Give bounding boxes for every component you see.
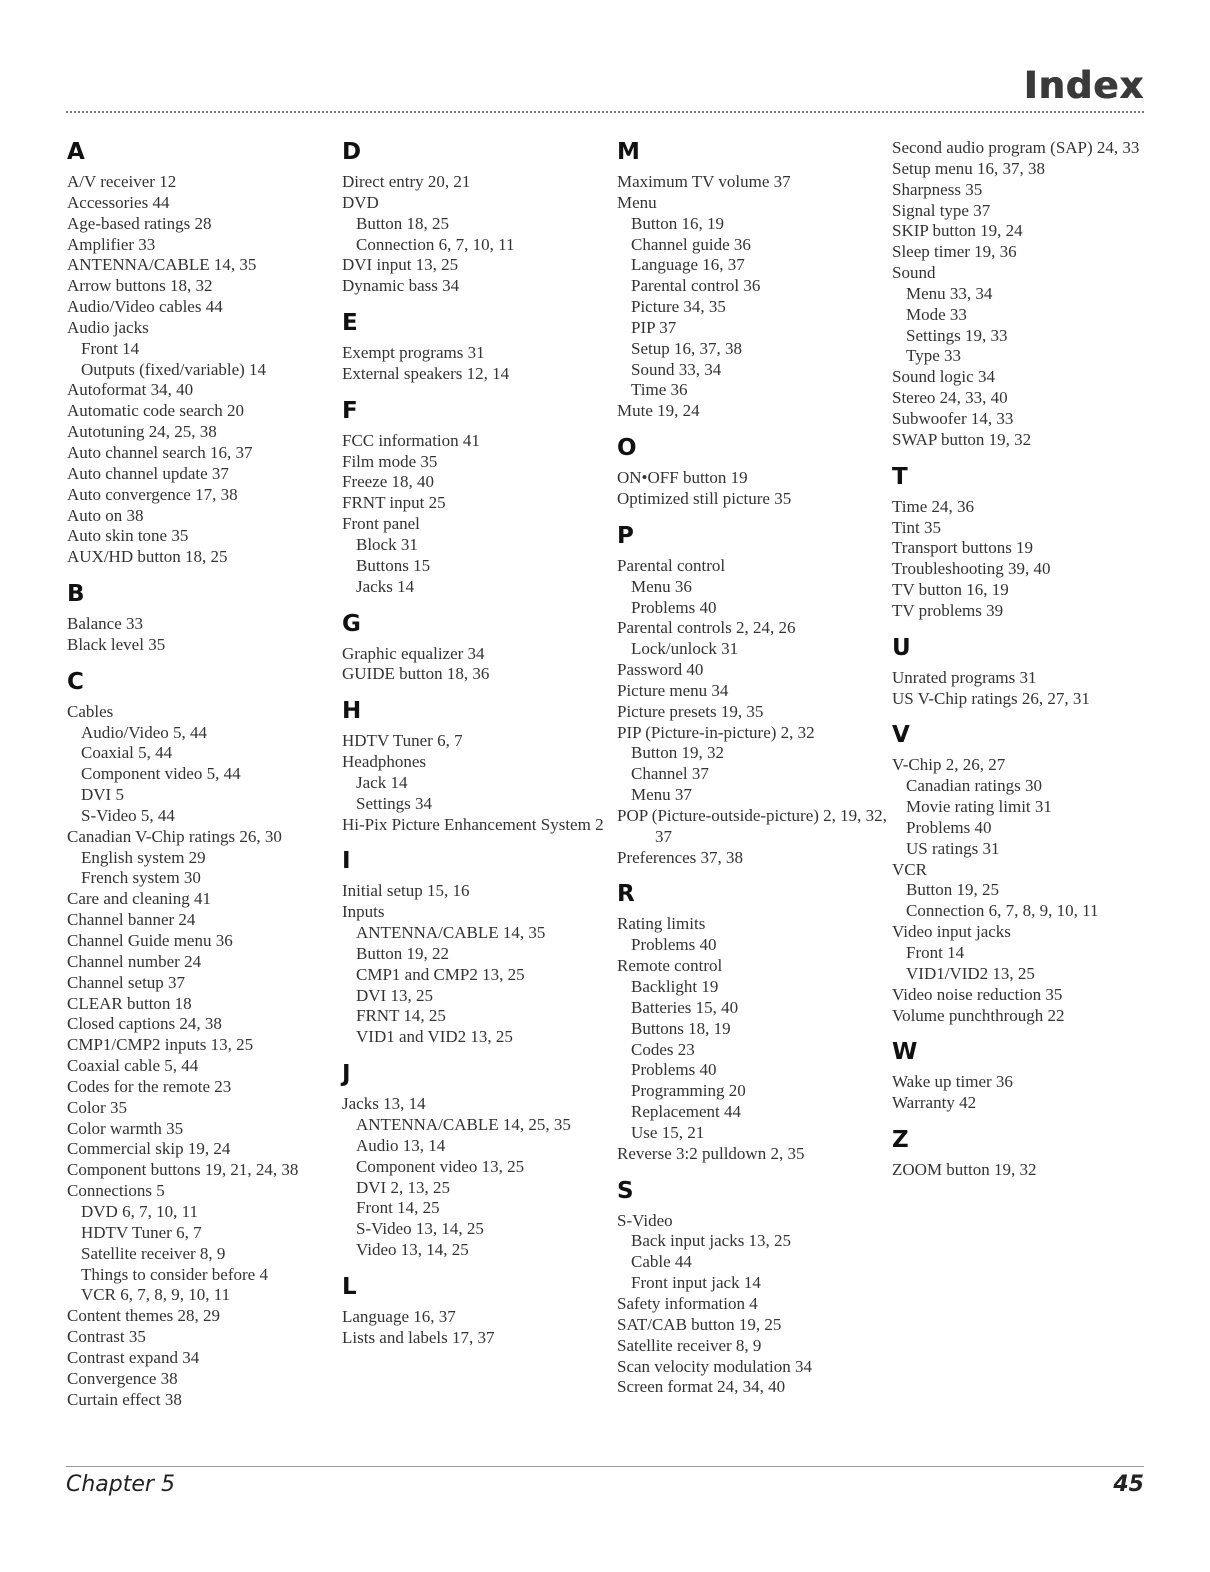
index-subentry: Front input jack 14 [631,1273,761,1293]
index-column-3 [617,138,887,1410]
index-subentry: Menu 33, 34 [906,283,993,303]
index-entry: HDTV Tuner 6, 7 [342,731,463,751]
index-entry: ZOOM button 19, 32 [892,1160,1037,1180]
index-entry: TV problems 39 [892,600,1004,620]
index-section [67,580,337,656]
index-subentry: Component video 13, 25 [356,1156,525,1176]
index-entry: Coaxial cable 5, 44 [67,1056,199,1076]
index-entry: Warranty 42 [892,1093,977,1113]
section-letter: S [617,1177,634,1204]
index-entry: Language 16, 37 [342,1306,456,1326]
index-section [892,138,1160,451]
index-entry: Freeze 18, 40 [342,472,435,492]
index-entry: Reverse 3:2 pulldown 2, 35 [617,1143,805,1163]
index-subentry: CMP1 and CMP2 13, 25 [356,964,525,984]
index-entry: Maximum TV volume 37 [617,172,791,191]
index-subentry: Connection 6, 7, 8, 9, 10, 11 [906,901,1099,921]
index-subentry: DVI 2, 13, 25 [356,1177,450,1197]
index-subentry: Parental control 36 [631,276,761,296]
index-subentry: Button 19, 25 [906,880,1000,900]
index-entry: Closed captions 24, 38 [67,1014,222,1034]
section-letter: E [342,310,358,337]
index-column-2 [342,138,612,1361]
index-subentry: Mode 33 [906,304,967,324]
index-section [617,880,887,1164]
index-entry: Tint 35 [892,517,941,537]
index-subentry: Channel guide 36 [631,234,751,254]
index-section [892,721,1160,1026]
index-subentry: Button 19, 22 [356,943,450,963]
index-entry: Auto skin tone 35 [67,526,189,546]
index-subentry: Menu 36 [631,576,692,596]
index-subentry: VCR 6, 7, 8, 9, 10, 11 [81,1285,231,1305]
index-subentry: Satellite receiver 8, 9 [81,1243,226,1263]
index-entry: Accessories 44 [67,192,170,212]
index-section [67,138,337,568]
index-subentry: FRNT 14, 25 [356,1006,446,1026]
index-section [342,610,612,686]
index-subentry: Backlight 19 [631,977,719,996]
section-letter: J [342,1061,351,1088]
index-entry: Amplifier 33 [67,234,156,254]
index-entry: Color warmth 35 [67,1118,184,1138]
index-entry: Signal type 37 [892,200,991,220]
index-entry: VCR [892,859,927,879]
index-entry: Commercial skip 19, 24 [67,1139,231,1159]
index-subentry: Jack 14 [356,772,408,792]
index-subentry: Problems 40 [631,1060,717,1080]
index-subentry: Time 36 [631,380,688,400]
section-letter: V [892,722,910,749]
index-subentry: Video 13, 14, 25 [356,1240,469,1260]
index-subentry: Programming 20 [631,1081,746,1101]
index-entry: Convergence 38 [67,1368,178,1388]
index-columns [0,138,1210,1458]
index-entry: AUX/HD button 18, 25 [67,547,228,567]
index-entry: Preferences 37, 38 [617,847,744,867]
index-entry: Parental control [617,555,726,575]
index-subentry: Problems 40 [631,935,717,955]
index-subentry: Problems 40 [631,597,717,617]
index-entry: CLEAR button 18 [67,993,192,1013]
index-entry: Canadian V-Chip ratings 26, 30 [67,826,282,846]
index-subentry: ANTENNA/CABLE 14, 35 [356,923,546,943]
section-letter: T [892,463,908,490]
index-subentry: Component video 5, 44 [81,764,241,784]
index-section [342,697,612,835]
index-subentry: Front 14, 25 [356,1198,440,1218]
index-entry: Inputs [342,902,385,922]
index-subentry: Jacks 14 [356,576,415,596]
section-letter: F [342,397,358,424]
index-entry: Cables [67,701,114,721]
index-entry: Channel banner 24 [67,910,196,930]
index-section [342,397,612,598]
index-subentry: Type 33 [906,346,961,366]
index-entry: Lists and labels 17, 37 [342,1327,495,1347]
index-entry: Audio jacks [67,317,149,337]
index-subentry: ANTENNA/CABLE 14, 25, 35 [356,1115,571,1134]
section-letter: H [342,698,362,725]
index-subentry: Setup 16, 37, 38 [631,338,742,358]
index-subentry: S-Video 13, 14, 25 [356,1219,484,1239]
index-entry: Sound logic 34 [892,367,995,387]
index-entry: DVI input 13, 25 [342,255,459,275]
index-entry: SWAP button 19, 32 [892,429,1032,449]
index-entry: Subwoofer 14, 33 [892,408,1014,428]
index-entry: Setup menu 16, 37, 38 [892,158,1045,178]
index-entry: Channel setup 37 [67,972,186,992]
index-subentry: Connection 6, 7, 10, 11 [356,234,515,254]
index-entry: PIP (Picture-in-picture) 2, 32 [617,722,815,742]
index-entry: Contrast expand 34 [67,1347,200,1367]
index-entry: Audio/Video cables 44 [67,297,223,317]
index-entry: Jacks 13, 14 [342,1094,426,1114]
index-subentry: Batteries 15, 40 [631,997,739,1017]
index-subentry: Buttons 15 [356,555,431,575]
index-subentry: Codes 23 [631,1039,695,1059]
index-entry: Stereo 24, 33, 40 [892,388,1008,408]
index-entry: SAT/CAB button 19, 25 [617,1314,782,1334]
index-entry: Scan velocity modulation 34 [617,1356,812,1376]
index-entry: Film mode 35 [342,451,438,471]
section-letter: P [617,522,634,549]
index-entry: Screen format 24, 34, 40 [617,1377,786,1397]
section-letter: C [67,668,84,695]
index-entry: Transport buttons 19 [892,538,1034,558]
index-entry: Arrow buttons 18, 32 [67,276,213,296]
index-entry: FCC information 41 [342,430,480,450]
index-subentry: Problems 40 [906,817,992,837]
index-entry: Balance 33 [67,614,143,634]
index-section [67,668,337,1411]
index-entry: Optimized still picture 35 [617,488,792,508]
footer-chapter: Chapter 5 [66,1472,175,1497]
index-subentry: Use 15, 21 [631,1122,705,1142]
index-entry: Component buttons 19, 21, 24, 38 [67,1160,299,1180]
index-entry: Graphic equalizer 34 [342,643,485,663]
index-entry: Satellite receiver 8, 9 [617,1335,762,1355]
section-letter: L [342,1273,357,1300]
index-entry: Channel number 24 [67,951,202,971]
index-subentry: French system 30 [81,868,201,888]
index-section [892,463,1160,622]
index-entry: Hi-Pix Picture Enhancement System 2 [342,814,604,834]
index-subentry: Block 31 [356,534,418,554]
index-entry: Headphones [342,752,427,772]
index-subentry: Buttons 18, 19 [631,1018,731,1038]
index-entry: Picture menu 34 [617,680,729,700]
index-entry: Wake up timer 36 [892,1072,1013,1092]
index-subentry: Lock/unlock 31 [631,639,739,659]
index-section [342,138,612,297]
page-title: Index [1023,64,1144,107]
index-entry: A/V receiver 12 [67,172,177,191]
index-subentry: English system 29 [81,847,206,867]
index-entry: GUIDE button 18, 36 [342,664,490,684]
header-rule [66,111,1144,113]
index-entry: Volume punchthrough 22 [892,1005,1065,1025]
index-entry: Rating limits [617,914,706,934]
index-entry: US V-Chip ratings 26, 27, 31 [892,688,1090,708]
index-entry: Unrated programs 31 [892,667,1037,687]
index-entry: Codes for the remote 23 [67,1076,232,1096]
index-subentry: HDTV Tuner 6, 7 [81,1222,202,1242]
index-subentry: Menu 37 [631,785,692,805]
index-subentry: DVD 6, 7, 10, 11 [81,1201,198,1221]
index-column-4 [892,138,1160,1193]
index-entry: TV button 16, 19 [892,580,1009,600]
index-entry: Sharpness 35 [892,179,983,199]
index-section [892,1038,1160,1114]
section-letter: M [617,139,640,165]
index-subentry: Replacement 44 [631,1102,741,1122]
index-subentry: Outputs (fixed/variable) 14 [81,359,267,379]
page-header [66,66,1144,114]
index-entry: Connections 5 [67,1181,165,1201]
section-letter: I [342,848,351,875]
index-subentry: Front 14 [906,943,965,962]
index-subentry: Channel 37 [631,764,709,784]
section-letter: A [67,139,85,165]
index-entry: Sound [892,263,936,283]
index-subentry: S-Video 5, 44 [81,805,175,825]
index-entry: Second audio program (SAP) 24, 33 [892,138,1140,157]
footer-page-number: 45 [1113,1472,1144,1497]
index-section [342,1060,612,1261]
index-entry: Auto on 38 [67,505,144,525]
index-entry: Age-based ratings 28 [67,213,212,233]
index-subentry: DVI 13, 25 [356,985,433,1005]
section-letter: R [617,881,635,908]
index-subentry: VID1 and VID2 13, 25 [356,1027,513,1047]
index-subentry: Language 16, 37 [631,255,745,275]
index-entry: Safety information 4 [617,1293,758,1313]
index-section [617,1177,887,1399]
index-entry: Dynamic bass 34 [342,276,460,296]
index-subentry: Settings 34 [356,793,433,813]
index-subentry: DVI 5 [81,785,124,805]
section-letter: O [617,435,637,462]
index-subentry: Button 16, 19 [631,213,725,233]
index-entry: Picture presets 19, 35 [617,701,764,721]
index-entry: Auto convergence 17, 38 [67,484,238,504]
index-subentry: Audio 13, 14 [356,1135,446,1155]
index-entry: DVD [342,192,379,212]
index-entry: ANTENNA/CABLE 14, 35 [67,255,257,275]
index-subentry: US ratings 31 [906,838,1000,858]
index-entry: Parental controls 2, 24, 26 [617,618,796,638]
index-entry: Remote control [617,956,723,976]
index-entry: Direct entry 20, 21 [342,172,471,191]
index-column-1 [67,138,337,1422]
index-entry: S-Video [617,1210,673,1230]
index-entry: Menu [617,192,657,212]
index-entry: Video noise reduction 35 [892,984,1063,1004]
index-entry: Channel Guide menu 36 [67,931,233,950]
index-subentry: Things to consider before 4 [81,1264,268,1284]
index-entry: Video input jacks [892,922,1011,942]
index-entry: Time 24, 36 [892,496,975,516]
section-letter: W [892,1039,918,1066]
index-subentry: Front 14 [81,338,140,358]
index-entry: Auto channel update 37 [67,463,229,483]
index-entry: Care and cleaning 41 [67,889,211,909]
index-entry: CMP1/CMP2 inputs 13, 25 [67,1035,254,1055]
index-subentry: Sound 33, 34 [631,359,722,379]
index-subentry: Button 18, 25 [356,213,450,233]
index-entry: Initial setup 15, 16 [342,881,470,901]
index-section [342,309,612,385]
section-letter: G [342,610,361,637]
section-letter: B [67,581,85,608]
index-entry: SKIP button 19, 24 [892,221,1023,241]
index-section [617,434,887,510]
index-entry: Exempt programs 31 [342,343,485,363]
index-section [617,522,887,869]
section-letter: D [342,139,362,165]
index-section [342,847,612,1048]
index-entry: Troubleshooting 39, 40 [892,559,1051,579]
index-section [892,1126,1160,1181]
index-entry: Autoformat 34, 40 [67,380,194,400]
section-letter: U [892,634,911,661]
footer-rule [66,1466,1144,1467]
index-section [342,1273,612,1349]
index-section [892,634,1160,710]
index-subentry: Back input jacks 13, 25 [631,1231,792,1251]
index-entry: External speakers 12, 14 [342,363,510,383]
index-entry: POP (Picture-outside-picture) 2, 19, 32, 37 [617,805,887,846]
index-entry: Password 40 [617,660,704,680]
index-entry: V-Chip 2, 26, 27 [892,755,1006,775]
index-subentry: Picture 34, 35 [631,297,726,317]
section-letter: Z [892,1127,909,1154]
index-subentry: Settings 19, 33 [906,325,1008,345]
index-entry: Automatic code search 20 [67,401,245,421]
index-section [617,138,887,422]
index-subentry: Audio/Video 5, 44 [81,722,207,742]
index-subentry: Cable 44 [631,1252,692,1272]
index-entry: Black level 35 [67,634,166,654]
index-entry: Color 35 [67,1097,127,1117]
index-subentry: PIP 37 [631,317,677,337]
index-subentry: VID1/VID2 13, 25 [906,963,1035,983]
index-subentry: Canadian ratings 30 [906,776,1042,796]
index-entry: Contrast 35 [67,1327,146,1347]
index-entry: FRNT input 25 [342,493,446,513]
index-entry: Sleep timer 19, 36 [892,242,1017,262]
index-entry: Auto channel search 16, 37 [67,442,253,462]
index-entry: Front panel [342,514,420,534]
index-subentry: Button 19, 32 [631,743,725,763]
index-subentry: Coaxial 5, 44 [81,743,173,763]
index-entry: Mute 19, 24 [617,401,700,421]
index-entry: Curtain effect 38 [67,1389,182,1409]
index-subentry: Movie rating limit 31 [906,797,1052,817]
index-entry: Content themes 28, 29 [67,1306,220,1326]
index-entry: Autotuning 24, 25, 38 [67,422,217,442]
index-entry: ON•OFF button 19 [617,468,748,488]
